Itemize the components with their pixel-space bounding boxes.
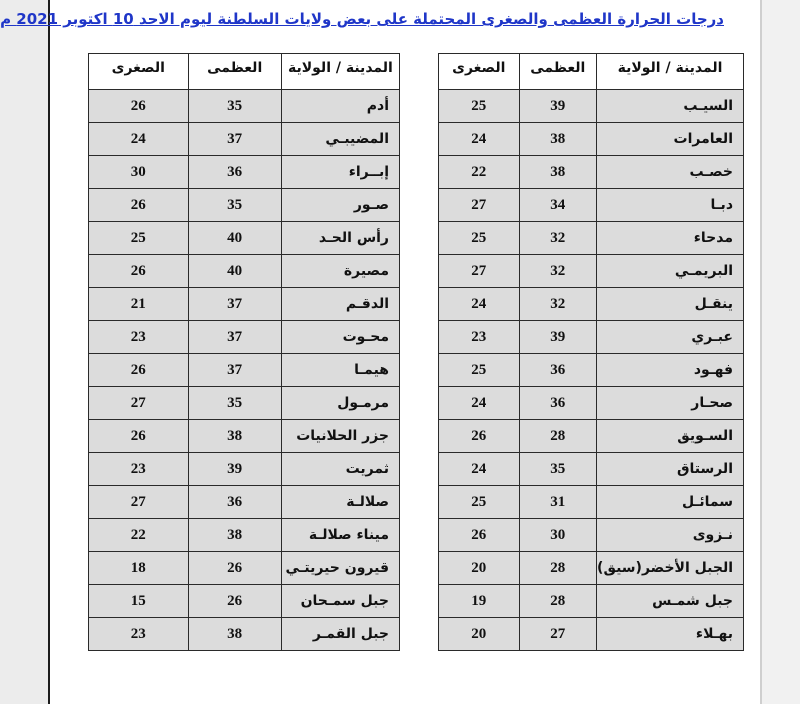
max-temp-cell: 40 [188, 255, 281, 288]
header-max: العظمى [519, 54, 597, 90]
city-cell: ينقـل [597, 288, 744, 321]
min-temp-cell: 19 [439, 585, 520, 618]
table-row [89, 90, 400, 123]
min-temp-cell: 27 [89, 486, 189, 519]
city-cell: محـوت [281, 321, 399, 354]
table-row [439, 189, 744, 222]
table-row [89, 156, 400, 189]
min-temp-cell: 25 [439, 486, 520, 519]
city-cell: صحـار [597, 387, 744, 420]
max-temp-cell: 38 [188, 420, 281, 453]
max-temp-cell: 28 [519, 585, 597, 618]
city-cell: جزر الحلانيات [281, 420, 399, 453]
city-cell: السيـب [597, 90, 744, 123]
min-temp-cell: 25 [439, 222, 520, 255]
city-cell: مصيرة [281, 255, 399, 288]
min-temp-cell: 24 [439, 453, 520, 486]
city-cell: أدم [281, 90, 399, 123]
city-cell: دبـا [597, 189, 744, 222]
max-temp-cell: 27 [519, 618, 597, 651]
min-temp-cell: 26 [89, 420, 189, 453]
city-cell: صلالـة [281, 486, 399, 519]
max-temp-cell: 37 [188, 321, 281, 354]
table-row [439, 123, 744, 156]
city-cell: عبـري [597, 321, 744, 354]
city-cell: السـويق [597, 420, 744, 453]
min-temp-cell: 24 [439, 387, 520, 420]
table-row [89, 189, 400, 222]
header-min: الصغرى [439, 54, 520, 90]
city-cell: الجبل الأخضر(سيق) [597, 552, 744, 585]
max-temp-cell: 37 [188, 288, 281, 321]
min-temp-cell: 24 [89, 123, 189, 156]
table-row [89, 321, 400, 354]
city-cell: سمائـل [597, 486, 744, 519]
min-temp-cell: 22 [439, 156, 520, 189]
max-temp-cell: 26 [188, 585, 281, 618]
table-row [89, 354, 400, 387]
min-temp-cell: 20 [439, 552, 520, 585]
header-min: الصغرى [89, 54, 189, 90]
city-cell: الدقـم [281, 288, 399, 321]
table-row [89, 387, 400, 420]
city-cell: رأس الحـد [281, 222, 399, 255]
table-row [439, 585, 744, 618]
min-temp-cell: 18 [89, 552, 189, 585]
city-cell: نـزوى [597, 519, 744, 552]
max-temp-cell: 35 [188, 189, 281, 222]
max-temp-cell: 26 [188, 552, 281, 585]
table-row [439, 321, 744, 354]
table-row [439, 255, 744, 288]
max-temp-cell: 36 [188, 486, 281, 519]
max-temp-cell: 40 [188, 222, 281, 255]
table-row [439, 90, 744, 123]
table-row [89, 222, 400, 255]
table-row [89, 552, 400, 585]
min-temp-cell: 26 [89, 189, 189, 222]
temperature-table-right [438, 53, 744, 651]
min-temp-cell: 27 [439, 189, 520, 222]
table-row [439, 354, 744, 387]
table-row [89, 420, 400, 453]
max-temp-cell: 32 [519, 255, 597, 288]
table-row [439, 453, 744, 486]
max-temp-cell: 36 [519, 354, 597, 387]
max-temp-cell: 36 [188, 156, 281, 189]
min-temp-cell: 26 [89, 255, 189, 288]
min-temp-cell: 26 [439, 420, 520, 453]
min-temp-cell: 27 [89, 387, 189, 420]
max-temp-cell: 31 [519, 486, 597, 519]
max-temp-cell: 30 [519, 519, 597, 552]
table-row [89, 255, 400, 288]
min-temp-cell: 23 [89, 453, 189, 486]
table-row [89, 288, 400, 321]
max-temp-cell: 32 [519, 288, 597, 321]
city-cell: جبل سمـحان [281, 585, 399, 618]
page-left-margin [0, 0, 48, 704]
city-cell: جبل القمـر [281, 618, 399, 651]
page-right-margin [762, 0, 800, 704]
min-temp-cell: 15 [89, 585, 189, 618]
table-row [439, 288, 744, 321]
city-cell: العامرات [597, 123, 744, 156]
table-row [439, 519, 744, 552]
table-row [89, 123, 400, 156]
table-row [439, 486, 744, 519]
min-temp-cell: 21 [89, 288, 189, 321]
city-cell: الرستاق [597, 453, 744, 486]
min-temp-cell: 23 [439, 321, 520, 354]
max-temp-cell: 39 [188, 453, 281, 486]
max-temp-cell: 39 [519, 90, 597, 123]
min-temp-cell: 26 [89, 354, 189, 387]
city-cell: هيمـا [281, 354, 399, 387]
header-city: المدينة / الولاية [281, 54, 399, 90]
table-header-row [439, 54, 744, 90]
city-cell: ميناء صلالـة [281, 519, 399, 552]
document-title: درجات الحرارة العظمى والصغرى المحتملة على بعض ولايات السلطنة ليوم الاحد 10 اكتوبر 2021 م [0, 10, 724, 28]
header-max: العظمى [188, 54, 281, 90]
table-row [439, 420, 744, 453]
header-city: المدينة / الولاية [597, 54, 744, 90]
max-temp-cell: 37 [188, 354, 281, 387]
temperature-table-left [88, 53, 400, 651]
min-temp-cell: 26 [439, 519, 520, 552]
page-left-border [48, 0, 50, 704]
min-temp-cell: 24 [439, 288, 520, 321]
city-cell: خصـب [597, 156, 744, 189]
min-temp-cell: 25 [89, 222, 189, 255]
table-row [439, 222, 744, 255]
table-row [89, 585, 400, 618]
max-temp-cell: 28 [519, 420, 597, 453]
max-temp-cell: 35 [188, 387, 281, 420]
table-row [89, 453, 400, 486]
min-temp-cell: 27 [439, 255, 520, 288]
min-temp-cell: 23 [89, 321, 189, 354]
min-temp-cell: 24 [439, 123, 520, 156]
city-cell: إبــراء [281, 156, 399, 189]
min-temp-cell: 25 [439, 354, 520, 387]
min-temp-cell: 22 [89, 519, 189, 552]
max-temp-cell: 34 [519, 189, 597, 222]
table-row [89, 618, 400, 651]
min-temp-cell: 26 [89, 90, 189, 123]
city-cell: مدحاء [597, 222, 744, 255]
min-temp-cell: 30 [89, 156, 189, 189]
table-row [439, 618, 744, 651]
table-header-row [89, 54, 400, 90]
city-cell: البريمـي [597, 255, 744, 288]
city-cell: المضيبـي [281, 123, 399, 156]
max-temp-cell: 36 [519, 387, 597, 420]
table-row [439, 387, 744, 420]
min-temp-cell: 25 [439, 90, 520, 123]
max-temp-cell: 38 [519, 123, 597, 156]
max-temp-cell: 37 [188, 123, 281, 156]
max-temp-cell: 39 [519, 321, 597, 354]
max-temp-cell: 38 [188, 618, 281, 651]
min-temp-cell: 20 [439, 618, 520, 651]
table-row [89, 486, 400, 519]
max-temp-cell: 38 [519, 156, 597, 189]
max-temp-cell: 28 [519, 552, 597, 585]
city-cell: جبل شمـس [597, 585, 744, 618]
max-temp-cell: 38 [188, 519, 281, 552]
table-row [89, 519, 400, 552]
city-cell: مرمـول [281, 387, 399, 420]
city-cell: ثمريت [281, 453, 399, 486]
city-cell: فهـود [597, 354, 744, 387]
min-temp-cell: 23 [89, 618, 189, 651]
max-temp-cell: 35 [188, 90, 281, 123]
city-cell: قيرون حيريتـي [281, 552, 399, 585]
max-temp-cell: 32 [519, 222, 597, 255]
table-row [439, 552, 744, 585]
city-cell: بهـلاء [597, 618, 744, 651]
table-row [439, 156, 744, 189]
city-cell: صـور [281, 189, 399, 222]
max-temp-cell: 35 [519, 453, 597, 486]
